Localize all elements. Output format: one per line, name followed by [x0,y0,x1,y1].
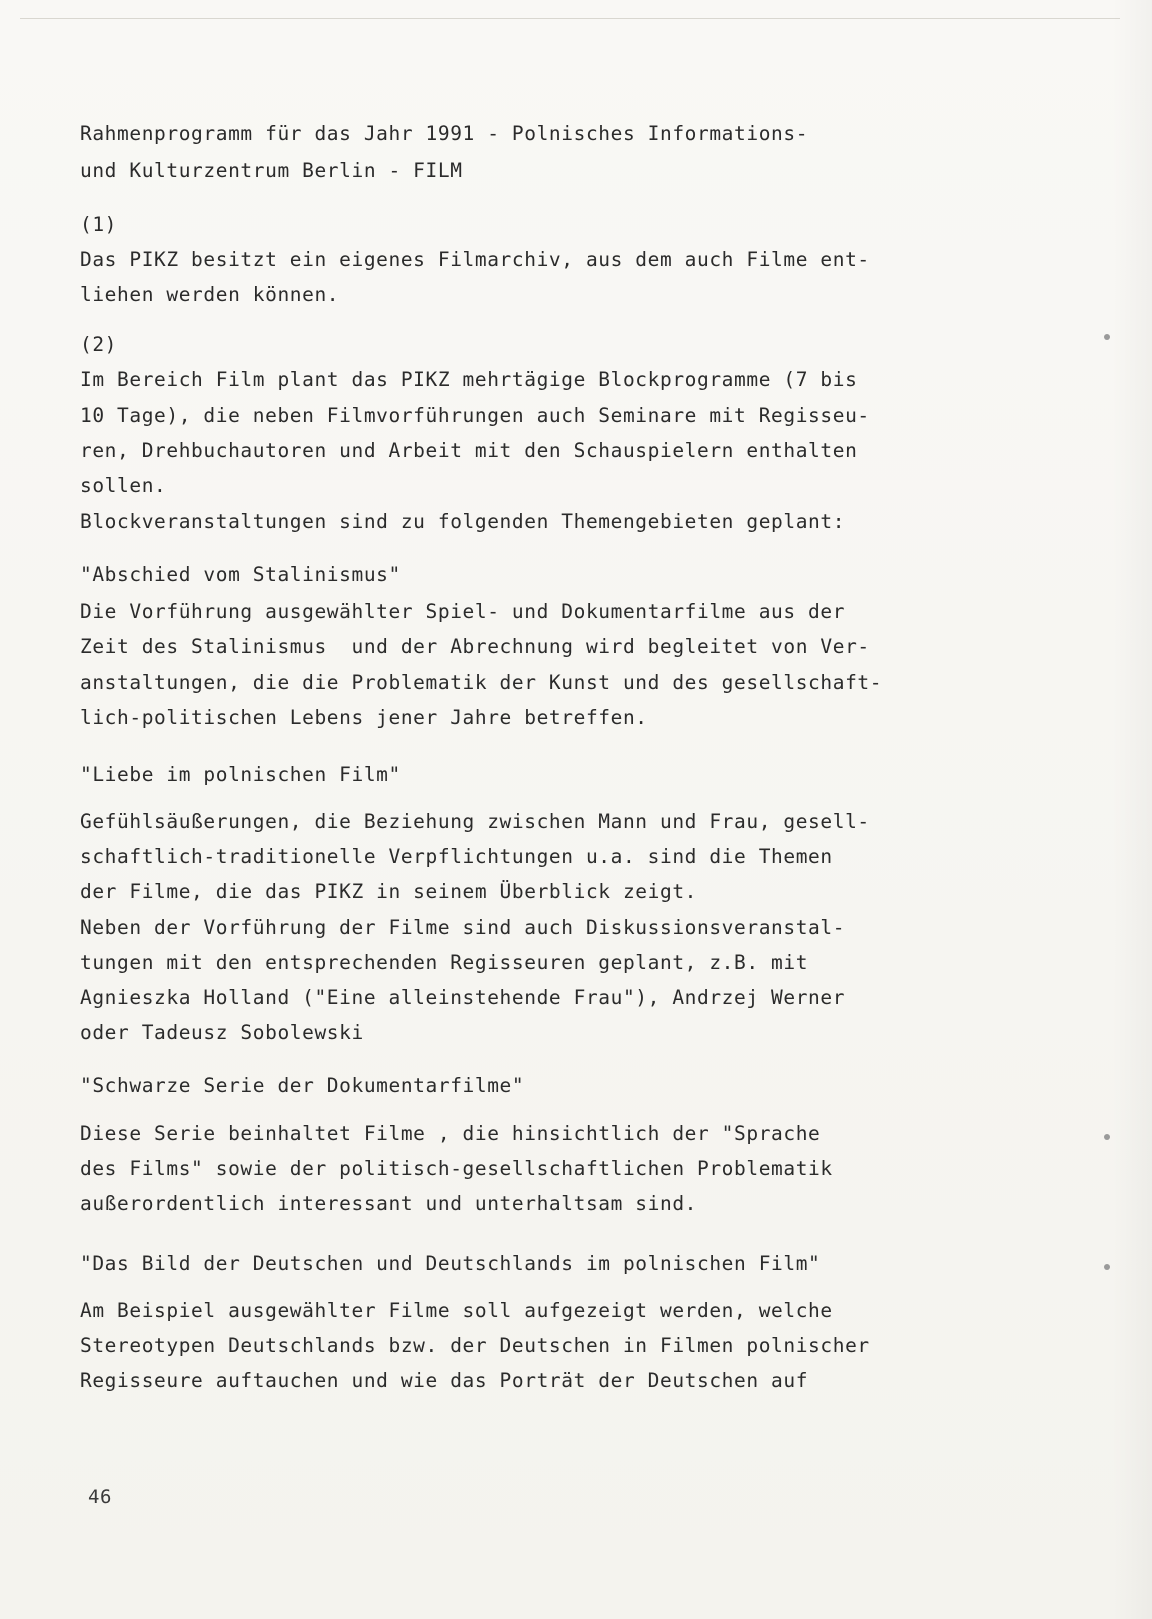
text-line: Agnieszka Holland ("Eine alleinstehende Frau"), Andrzej Werner [80,986,846,1009]
margin-mark [1104,334,1110,340]
text-line: Im Bereich Film plant das PIKZ mehrtägige Blockprogramme (7 bis [80,368,858,391]
text-line: Rahmenprogramm für das Jahr 1991 - Polnisches Informations- [80,122,809,145]
text-line: Regisseure auftauchen und wie das Porträt der Deutschen auf [80,1369,809,1392]
text-line: "Das Bild der Deutschen und Deutschlands im polnischen Film" [80,1252,821,1275]
text-line: außerordentlich interessant und unterhaltsam sind. [80,1192,697,1215]
text-line: Blockveranstaltungen sind zu folgenden Themengebieten geplant: [80,510,846,533]
text-line: lich-politischen Lebens jener Jahre betreffen. [80,706,648,729]
text-line: Stereotypen Deutschlands bzw. der Deutschen in Filmen polnischer [80,1334,870,1357]
top-edge-rule [20,18,1120,19]
text-line: Neben der Vorführung der Filme sind auch Diskussionsveranstal- [80,916,846,939]
right-edge-shadow [1112,0,1152,1619]
text-line: "Liebe im polnischen Film" [80,763,401,786]
text-line: liehen werden können. [80,283,340,306]
margin-mark [1104,1264,1110,1270]
text-line: Das PIKZ besitzt ein eigenes Filmarchiv, aus dem auch Filme ent- [80,248,870,271]
margin-mark [1104,1134,1110,1140]
text-line: ren, Drehbuchautoren und Arbeit mit den Schauspielern enthalten [80,439,858,462]
text-line: sollen. [80,474,167,497]
text-line: 10 Tage), die neben Filmvorführungen auch Seminare mit Regisseu- [80,404,870,427]
text-line: "Abschied vom Stalinismus" [80,563,401,586]
text-line: der Filme, die das PIKZ in seinem Überblick zeigt. [80,880,697,903]
text-line: und Kulturzentrum Berlin - FILM [80,159,463,182]
text-line: Zeit des Stalinismus und der Abrechnung wird begleitet von Ver- [80,635,870,658]
text-line: (1) [80,213,118,236]
text-line: Die Vorführung ausgewählter Spiel- und Dokumentarfilme aus der [80,600,846,623]
text-line: Diese Serie beinhaltet Filme , die hinsichtlich der "Sprache [80,1122,821,1145]
text-line: des Films" sowie der politisch-gesellschaftlichen Problematik [80,1157,833,1180]
text-line: tungen mit den entsprechenden Regisseuren geplant, z.B. mit [80,951,809,974]
text-line: Am Beispiel ausgewählter Filme soll aufgezeigt werden, welche [80,1299,833,1322]
text-line: anstaltungen, die die Problematik der Kunst und des gesellschaft- [80,671,883,694]
text-line: Gefühlsäußerungen, die Beziehung zwischen Mann und Frau, gesell- [80,810,870,833]
page-number: 46 [88,1486,113,1508]
text-line: oder Tadeusz Sobolewski [80,1021,364,1044]
text-line: schaftlich-traditionelle Verpflichtungen u.a. sind die Themen [80,845,833,868]
text-line: (2) [80,333,118,356]
text-line: "Schwarze Serie der Dokumentarfilme" [80,1074,525,1097]
